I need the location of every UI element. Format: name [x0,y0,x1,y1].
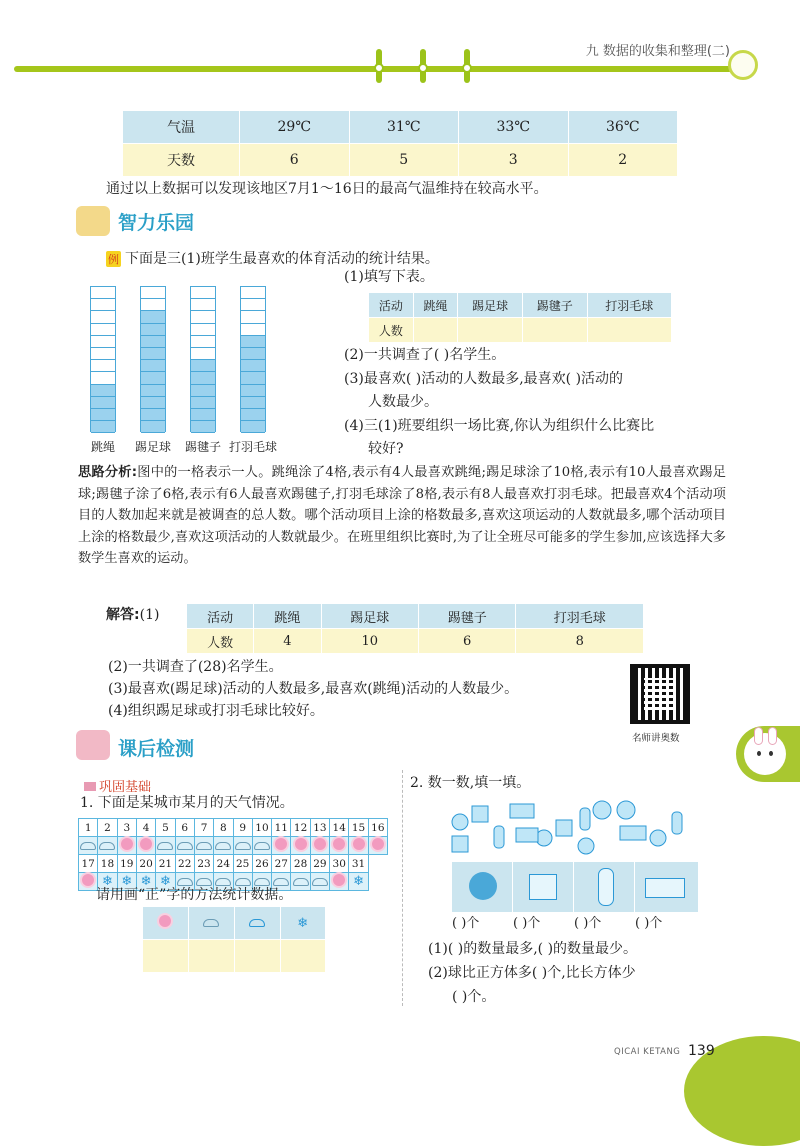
column-divider [402,770,403,1006]
count-blank[interactable]: ( )个 [513,916,541,931]
section-title-zhili: 智力乐园 [118,212,195,234]
tally-cell[interactable] [188,940,234,973]
snowy-icon: ❄ [136,873,155,891]
question-3: (3)最喜欢( )活动的人数最多,最喜欢( )活动的 [344,371,624,387]
bar-cell [241,336,265,348]
calendar-day: 6 [175,819,194,837]
calendar-day: 3 [117,819,136,837]
bar-cell [141,372,165,384]
bar-cell [191,397,215,409]
bar-label: 踢足球 [134,440,171,455]
calendar-day: 1 [79,819,98,837]
sphere-shape [593,801,611,819]
calendar-day: 11 [272,819,291,837]
cloudy-icon [98,837,117,855]
calendar-day: 7 [194,819,213,837]
calendar-day: 17 [79,855,98,873]
bar-cell [191,421,215,433]
exercise-2: 2. 数一数,填一填。 [410,775,531,791]
bar-cell [91,385,115,397]
bar-1 [90,286,116,432]
bar-cell [241,324,265,336]
calendar-day: 2 [98,819,117,837]
calendar-day: 23 [194,855,213,873]
calendar-day: 28 [291,855,310,873]
subsection-title: 巩固基础 [84,776,151,795]
bar-cell [241,311,265,323]
bar-cell [191,409,215,421]
bar-cell [141,385,165,397]
blank-cell[interactable] [413,318,458,343]
bar-cell [141,324,165,336]
calendar-day: 20 [136,855,155,873]
answer-3: (3)最喜欢(踢足球)活动的人数最多,最喜欢(跳绳)活动的人数最少。 [108,681,519,697]
question-4: (4)三(1)班要组织一场比赛,你认为组织什么比赛比 [344,418,655,434]
rain-cloud-icon [249,919,265,927]
bar-cell [91,299,115,311]
bar-cell [141,421,165,433]
calendar-day: 30 [330,855,349,873]
cloudy-icon [233,837,252,855]
calendar-day: 18 [98,855,117,873]
bar-label: 跳绳 [90,440,115,455]
cuboid-shape [620,826,646,840]
sunny-icon [368,837,387,855]
answer-4: (4)组织踢足球或打羽毛球比较好。 [108,703,324,719]
temperature-conclusion: 通过以上数据可以发现该地区7月1～16日的最高气温维持在较高水平。 [106,181,548,197]
calendar-day: 13 [310,819,329,837]
bar-cell [91,348,115,360]
cloudy-icon [310,873,329,891]
calendar-day: 8 [214,819,233,837]
cuboid-icon [645,878,685,898]
blank-cell[interactable] [522,318,587,343]
cylinder-shape [494,826,504,848]
cloudy-icon [214,837,233,855]
cube-shape [452,836,468,852]
bar-4 [240,286,266,432]
weather-tally-table [142,906,326,973]
sunny-icon [310,837,329,855]
cylinder-icon [598,868,614,906]
bar-cell [91,409,115,421]
bar-cell [241,360,265,372]
qr-code-icon[interactable] [630,664,690,724]
blank-cell[interactable] [458,318,523,343]
calendar-day: 21 [156,855,175,873]
exercise-2-1: (1)( )的数量最多,( )的数量最少。 [428,941,638,957]
count-blanks-row [452,912,702,931]
calendar-day: 10 [252,819,271,837]
sunny-icon [117,837,136,855]
exercise-1: 1. 下面是某城市某月的天气情况。 [80,795,294,811]
example-badge: 例 [108,253,119,266]
calendar-day: 31 [349,855,368,873]
bar-2 [140,286,166,432]
bar-cell [91,324,115,336]
snowy-icon: ❄ [349,873,368,891]
bar-cell [141,348,165,360]
blank-cell[interactable] [587,318,671,343]
bar-cell [241,348,265,360]
bar-cell [191,385,215,397]
bar-cell [191,324,215,336]
bar-cell [91,336,115,348]
mascot-icon [728,50,758,80]
check-section-icon [76,730,110,760]
cube-shape [556,820,572,836]
binder-ring-icon [376,49,382,83]
sphere-shape [578,838,594,854]
sunny-icon [136,837,155,855]
cloudy-icon [194,837,213,855]
bar-cell [91,287,115,299]
bar-cell [241,287,265,299]
analysis-paragraph: 思路分析:图中的一格表示一人。跳绳涂了4格,表示有4人最喜欢跳绳;踢足球涂了10格,表示有10人最喜欢踢足球;踢毽子涂了6格,表示有6人最喜欢踢毽子,打羽毛球涂了8格,表示有8人最喜欢打羽毛球。把最喜欢4个活动项目的人数加起来就是被调查的总人数。哪个活动项目上涂的格数最多,喜欢这项运动的人数就最多,哪个活动项目上涂的格数最少,喜欢这项活动的人数就最少。在班里组织比赛时,为了让全班尽可能多的学生参加,应该选择大多数学生喜欢的运动。 [78,465,726,566]
binder-ring-icon [420,49,426,83]
cuboid-shape [516,828,538,842]
weather-calendar [78,818,388,891]
bar-cell [91,397,115,409]
bar-cell [241,299,265,311]
example-line: 例 下面是三(1)班学生最喜欢的体育活动的统计结果。 [108,251,439,267]
calendar-day: 26 [252,855,271,873]
cloudy-icon [252,837,271,855]
sunny-icon [330,837,349,855]
bar-cell [191,372,215,384]
bar-cell [191,311,215,323]
cube-shape [472,806,488,822]
snowy-icon: ❄ [117,873,136,891]
bar-cell [141,360,165,372]
calendar-day: 12 [291,819,310,837]
count-blank[interactable]: ( )个 [635,916,663,931]
calendar-day: 25 [233,855,252,873]
bar-cell [91,372,115,384]
answer-table: 活动 跳绳 踢足球 踢毽子 打羽毛球 人数 4 10 6 8 [186,603,644,654]
bar-cell [241,409,265,421]
snowflake-icon: ❄ [297,916,309,931]
calendar-day: 16 [368,819,387,837]
binder-ring-icon [464,49,470,83]
cloudy-icon [175,837,194,855]
bar-cell [241,421,265,433]
activity-bar-chart [80,286,320,455]
question-2: (2)一共调查了( )名学生。 [344,347,506,363]
cylinder-shape [672,812,682,834]
snowy-icon: ❄ [156,873,175,891]
chapter-title: 九 数据的收集和整理(二) [585,44,730,59]
cloudy-icon [156,837,175,855]
answer-2: (2)一共调查了(28)名学生。 [108,659,283,675]
bar-cell [241,372,265,384]
bar-cell [141,311,165,323]
bunny-mascot-icon [744,733,786,775]
bar-cell [91,360,115,372]
bar-cell [91,421,115,433]
count-blank[interactable]: ( )个 [452,916,480,931]
cloudy-icon [291,873,310,891]
bar-cell [141,397,165,409]
answer-label: 解答:(1) [106,607,160,623]
fill-in-table: 活动 跳绳 踢足球 踢毽子 打羽毛球 人数 [368,292,672,343]
shapes-cluster [440,796,690,860]
sunny-icon [159,915,171,927]
calendar-day: 19 [117,855,136,873]
calendar-day: 9 [233,819,252,837]
bar-3 [190,286,216,432]
exercise-1-instruction: 请用画“正”字的方法统计数据。 [96,887,293,903]
page-number: 139 [688,1043,715,1059]
bar-cell [241,385,265,397]
bar-cell [191,336,215,348]
bar-cell [141,287,165,299]
sunny-icon [272,837,291,855]
calendar-day: 5 [156,819,175,837]
bar-label: 打羽毛球 [228,440,277,455]
calendar-day: 29 [310,855,329,873]
bar-cell [241,397,265,409]
cloudy-icon [203,919,219,927]
temperature-table: 气温 29℃ 31℃ 33℃ 36℃ 天数 6 5 3 2 [122,110,678,177]
snowy-icon: ❄ [98,873,117,891]
brand-text: QICAI KETANG [614,1047,681,1057]
bar-cell [141,336,165,348]
flag-icon [84,782,96,791]
calendar-day: 27 [272,855,291,873]
shape-category-row [452,862,698,912]
cylinder-shape [580,808,590,830]
section-title-kehou: 课后检测 [118,738,195,760]
sunny-icon [291,837,310,855]
bar-cell [191,299,215,311]
sphere-shape [650,830,666,846]
sphere-shape [617,801,635,819]
sunny-icon [349,837,368,855]
cloudy-icon [79,837,98,855]
sunny-icon [79,873,98,891]
tally-cell[interactable] [280,940,326,973]
bar-cell [191,287,215,299]
question-1: (1)填写下表。 [344,269,434,285]
bar-cell [191,360,215,372]
bar-cell [91,311,115,323]
sphere-shape [452,814,468,830]
calendar-day: 24 [214,855,233,873]
cuboid-shape [510,804,534,818]
bar-label: 踢毽子 [184,440,221,455]
calendar-day: 15 [349,819,368,837]
bar-cell [191,348,215,360]
calendar-day: 14 [330,819,349,837]
tally-cell[interactable] [143,940,189,973]
sunny-icon [330,873,349,891]
count-blank[interactable]: ( )个 [574,916,602,931]
qr-caption: 名师讲奥数 [632,733,680,744]
bar-cell [141,409,165,421]
tally-cell[interactable] [234,940,280,973]
exercise-2-2: (2)球比正方体多( )个,比长方体少 [428,965,636,981]
puzzle-section-icon [76,206,110,236]
sphere-icon [469,872,497,900]
calendar-day: 4 [136,819,155,837]
bar-cell [141,299,165,311]
cube-icon [529,874,557,900]
calendar-day: 22 [175,855,194,873]
